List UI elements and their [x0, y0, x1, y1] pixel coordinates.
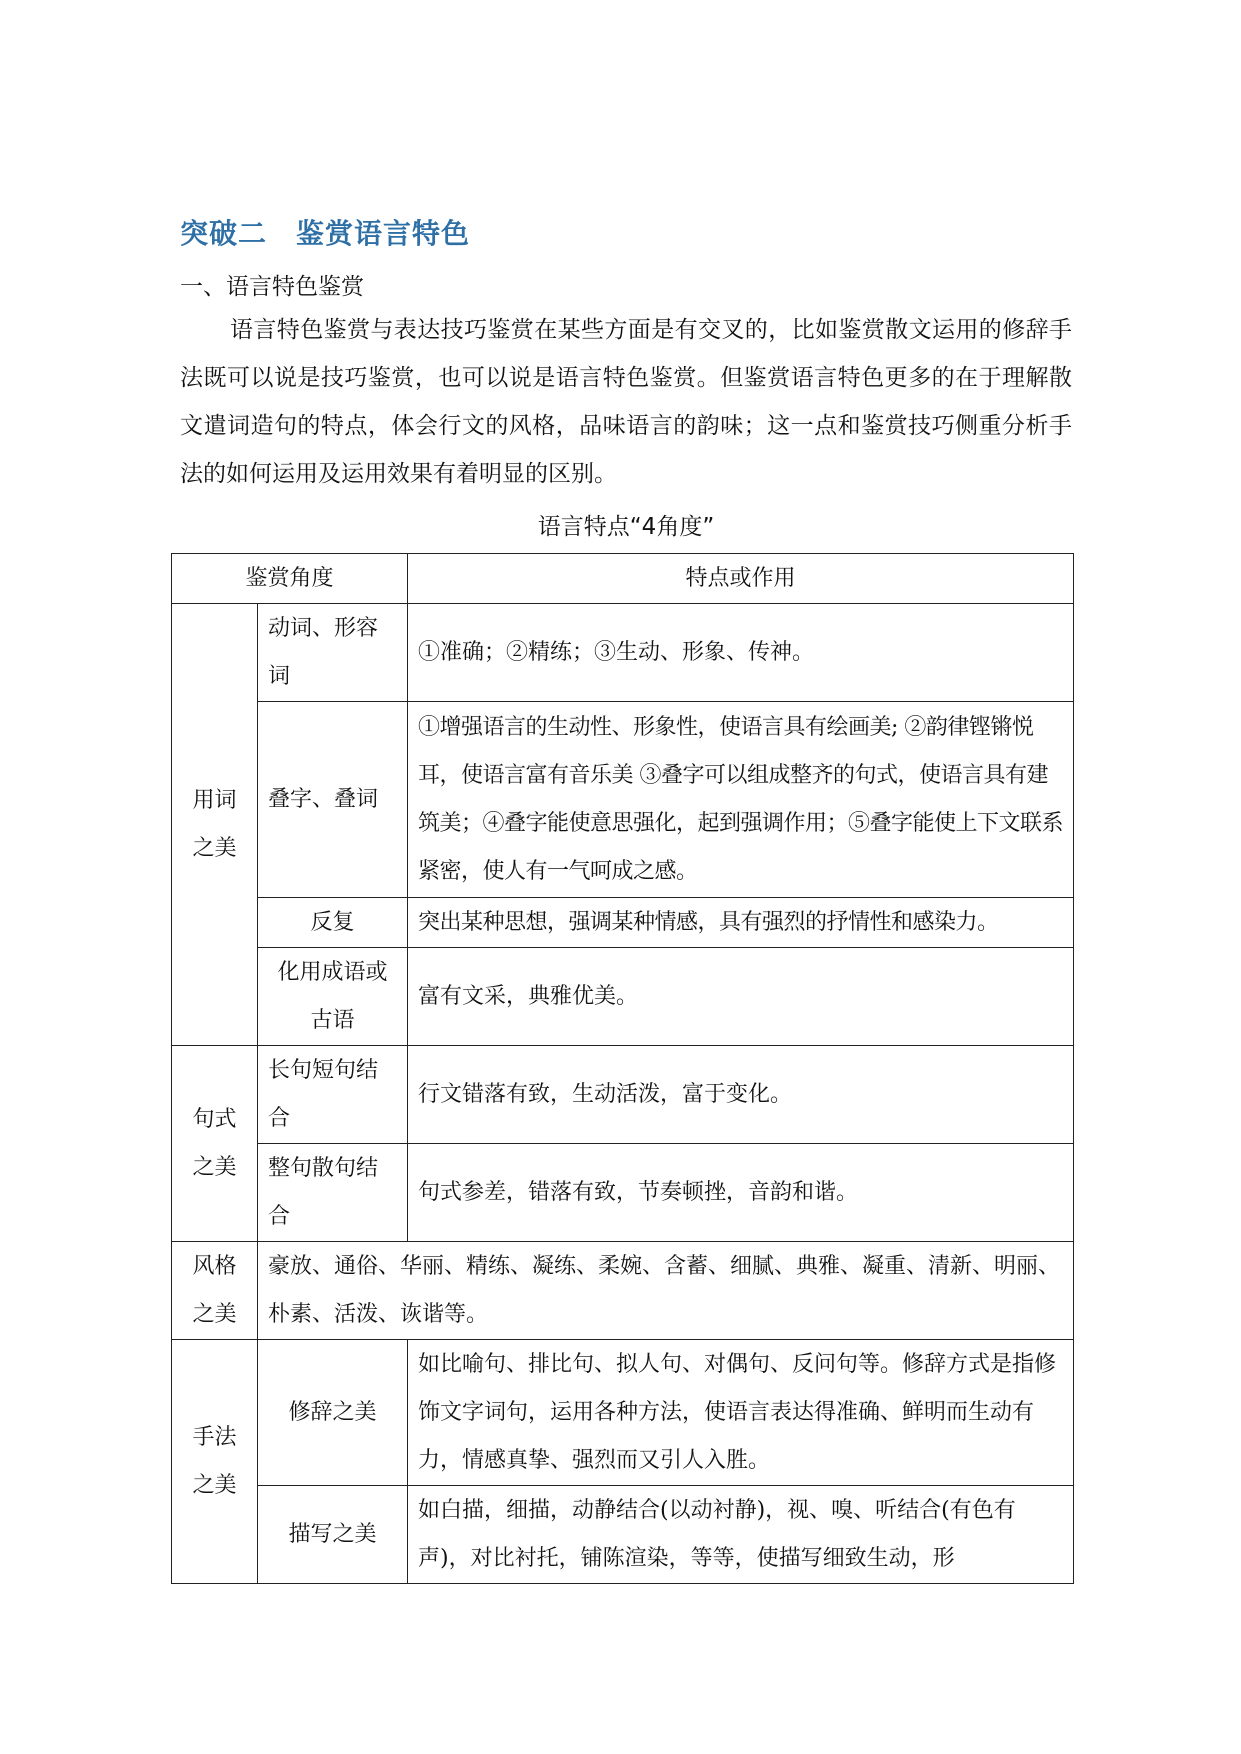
sub-angle: 化用成语或古语 [258, 948, 408, 1046]
table-row [172, 1340, 1074, 1486]
table-header-row [172, 554, 1074, 604]
category-style: 风格之美 [172, 1242, 258, 1340]
sub-angle: 描写之美 [258, 1486, 408, 1584]
table-row [172, 898, 1074, 948]
intro-paragraph: 语言特色鉴赏与表达技巧鉴赏在某些方面是有交叉的，比如鉴赏散文运用的修辞手法既可以说是技巧鉴赏，也可以说是语言特色鉴赏。但鉴赏语言特色更多的在于理解散文遣词造句的特点，体会行文的风格，品味语言的韵味；这一点和鉴赏技巧侧重分析手法的如何运用及运用效果有着明显的区别。 [180, 317, 1072, 487]
feature-desc: 富有文采，典雅优美。 [408, 948, 1074, 1046]
feature-desc: ①增强语言的生动性、形象性，使语言具有绘画美; ②韵律铿锵悦耳，使语言富有音乐美 ③叠字可以组成整齐的句式，使语言具有建筑美；④叠字能使意思强化，起到强调作用；⑤叠字能使上下文联系紧密，使人有一气呵成之感。 [408, 702, 1074, 898]
feature-desc: 行文错落有致，生动活泼，富于变化。 [408, 1046, 1074, 1144]
table-row [172, 1242, 1074, 1340]
feature-desc: 句式参差，错落有致，节奏顿挫，音韵和谐。 [408, 1144, 1074, 1242]
table-row [172, 702, 1074, 898]
sub-angle: 整句散句结合 [258, 1144, 408, 1242]
feature-desc: 豪放、通俗、华丽、精练、凝练、柔婉、含蓄、细腻、典雅、凝重、清新、明丽、朴素、活泼、诙谐等。 [258, 1242, 1074, 1340]
category-word: 用词之美 [172, 604, 258, 1046]
sub-angle: 叠字、叠词 [258, 702, 408, 898]
feature-desc: 突出某种思想，强调某种情感，具有强烈的抒情性和感染力。 [408, 898, 1074, 948]
language-features-table [171, 553, 1074, 1584]
header-feature: 特点或作用 [408, 554, 1074, 604]
sub-angle: 修辞之美 [258, 1340, 408, 1486]
table-row [172, 1486, 1074, 1584]
table-row [172, 948, 1074, 1046]
table-caption: 语言特点“4角度” [537, 514, 715, 540]
table-row [172, 604, 1074, 702]
sub-heading: 一、语言特色鉴赏 [180, 274, 364, 300]
header-angle: 鉴赏角度 [172, 554, 408, 604]
sub-angle: 动词、形容词 [258, 604, 408, 702]
category-sentence: 句式之美 [172, 1046, 258, 1242]
table-row [172, 1144, 1074, 1242]
feature-desc: 如比喻句、排比句、拟人句、对偶句、反问句等。修辞方式是指修饰文字词句，运用各种方法，使语言表达得准确、鲜明而生动有力，情感真挚、强烈而又引人入胜。 [408, 1340, 1074, 1486]
section-title: 突破二 鉴赏语言特色 [180, 217, 471, 250]
sub-angle: 反复 [258, 898, 408, 948]
table-row [172, 1046, 1074, 1144]
feature-desc: 如白描，细描，动静结合(以动衬静)，视、嗅、听结合(有色有声)，对比衬托，铺陈渲染，等等，使描写细致生动，形 [408, 1486, 1074, 1584]
sub-angle: 长句短句结合 [258, 1046, 408, 1144]
feature-desc: ①准确；②精练；③生动、形象、传神。 [408, 604, 1074, 702]
category-technique: 手法之美 [172, 1340, 258, 1584]
